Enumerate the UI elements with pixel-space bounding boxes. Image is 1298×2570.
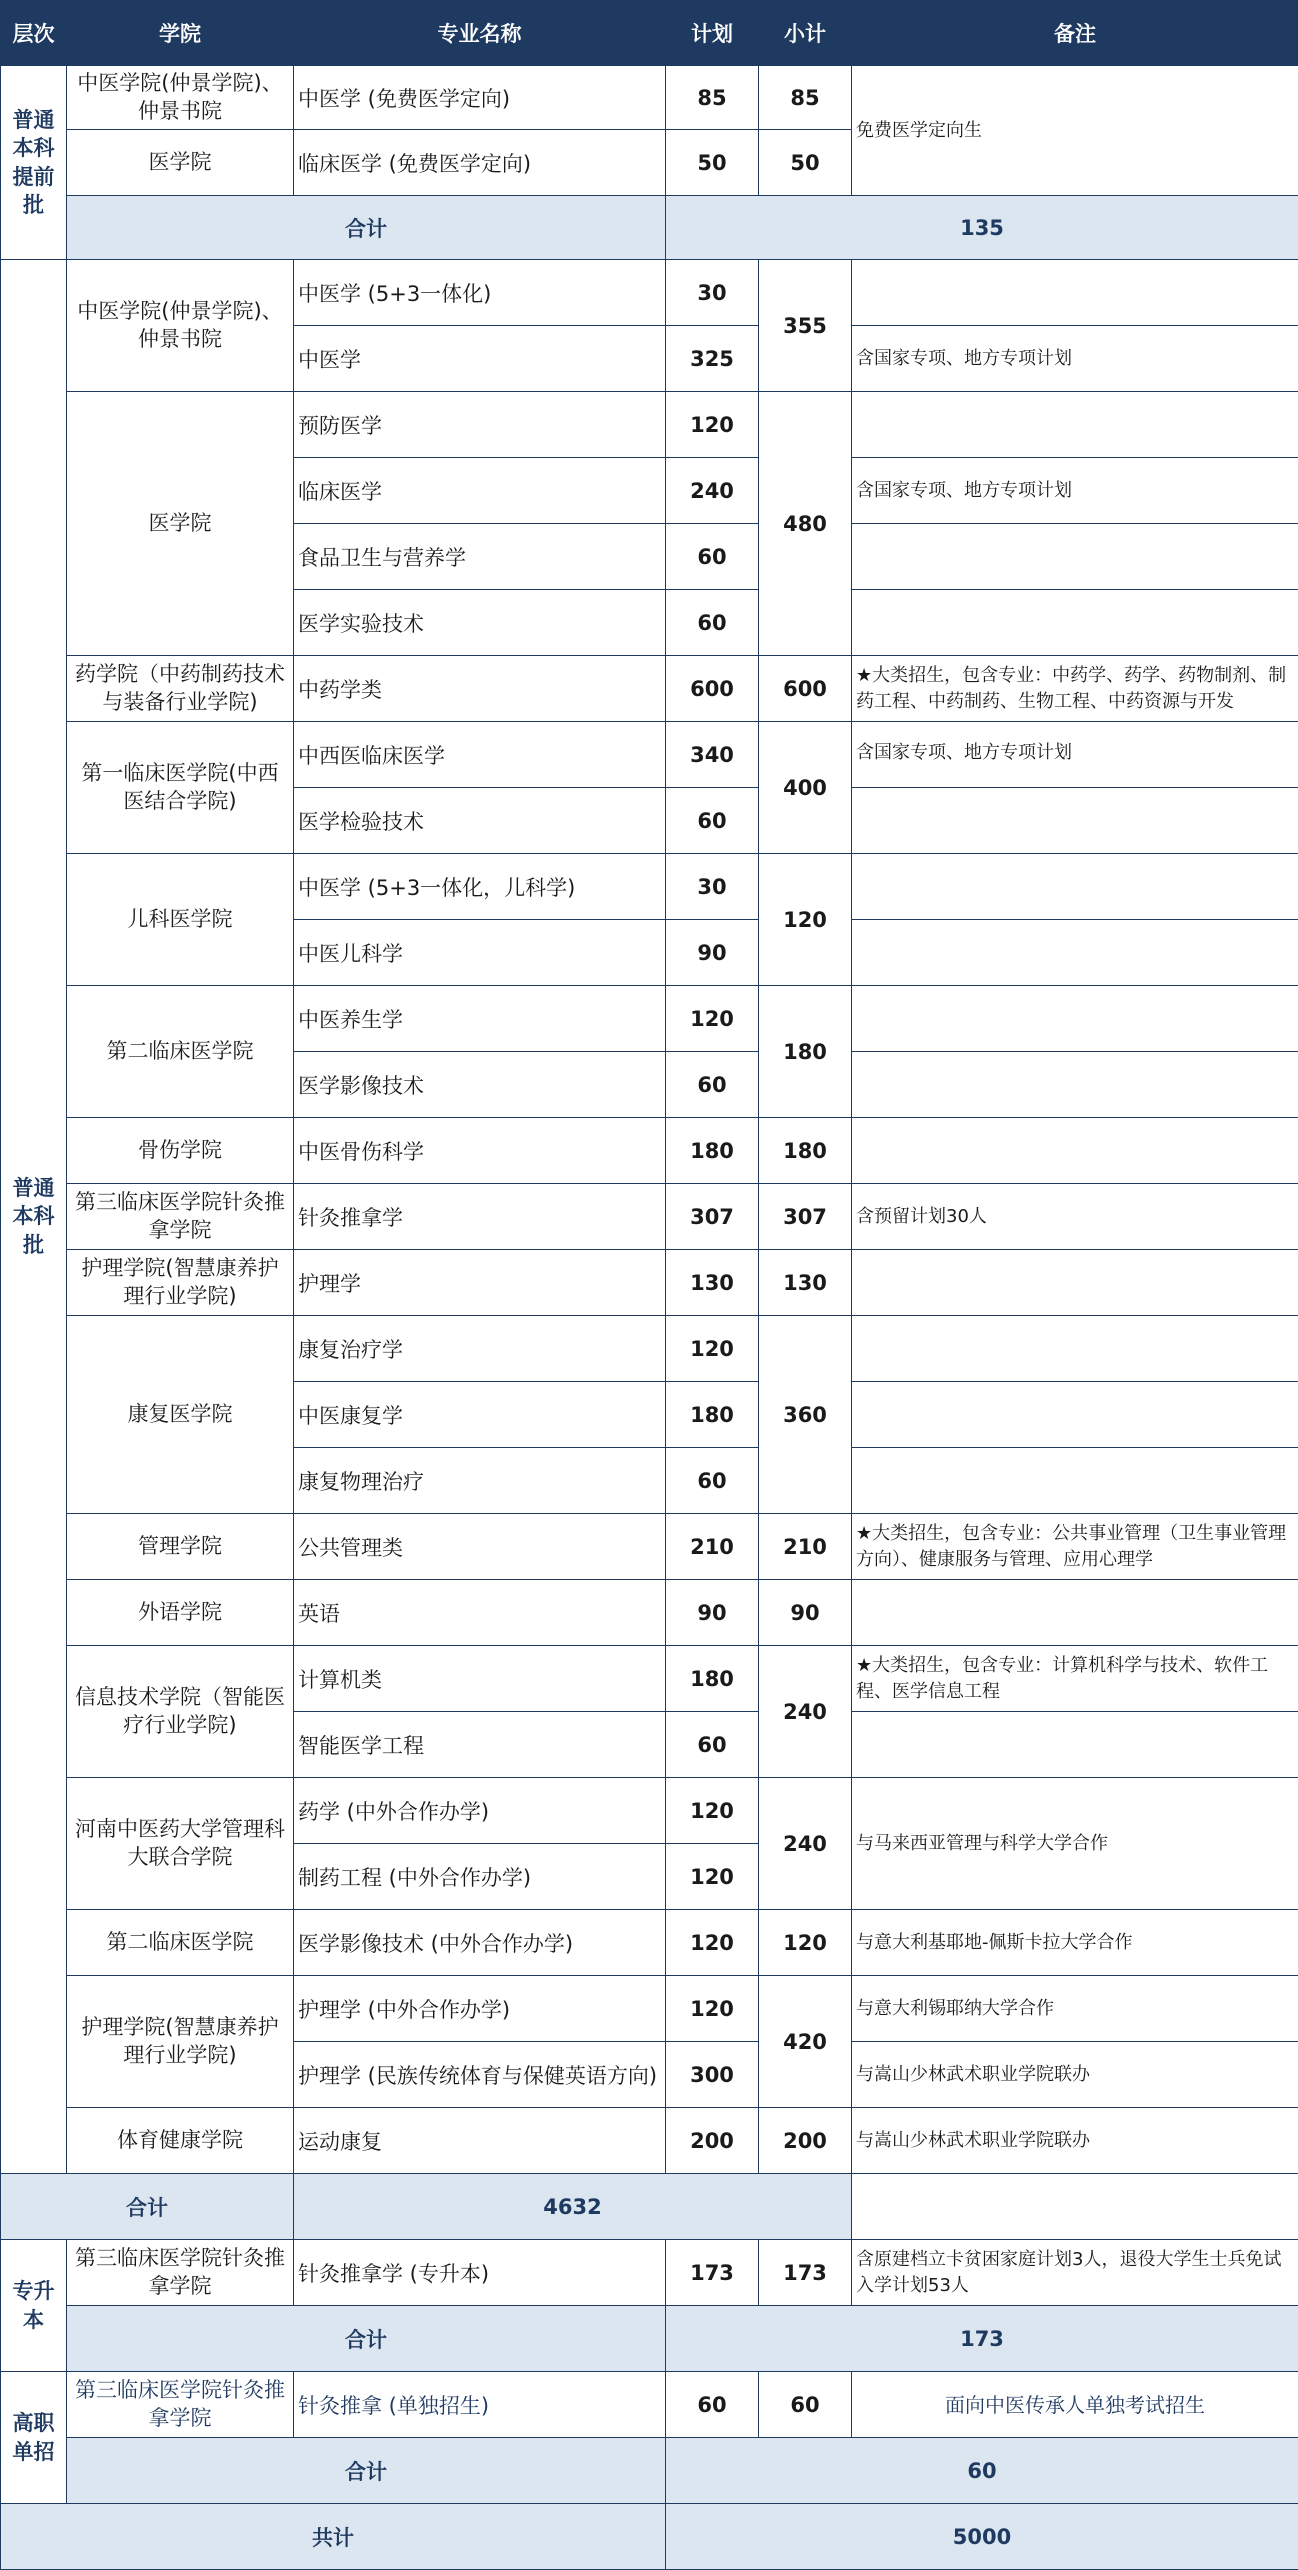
note-cell <box>852 1250 1298 1316</box>
table-row <box>1 392 1298 458</box>
subtotal-cell: 400 <box>759 722 852 854</box>
subtotal-cell: 180 <box>759 1118 852 1184</box>
major-cell: 运动康复 <box>294 2108 666 2174</box>
plan-cell: 60 <box>666 1712 759 1778</box>
plan-cell: 60 <box>666 2372 759 2438</box>
college-cell: 第三临床医学院针灸推拿学院 <box>67 2372 294 2438</box>
college-cell: 中医学院(仲景学院)、仲景书院 <box>67 66 294 130</box>
plan-cell: 30 <box>666 854 759 920</box>
subtotal-cell: 420 <box>759 1976 852 2108</box>
major-cell: 护理学 (中外合作办学) <box>294 1976 666 2042</box>
header-major: 专业名称 <box>294 1 666 66</box>
note-cell <box>852 1052 1298 1118</box>
note-cell <box>852 1118 1298 1184</box>
note-cell: 含原建档立卡贫困家庭计划3人，退役大学生士兵免试入学计划53人 <box>852 2240 1298 2306</box>
subtotal-cell: 200 <box>759 2108 852 2174</box>
level-cell: 普通本科批 <box>1 260 67 2174</box>
total-value: 4632 <box>294 2174 852 2240</box>
plan-cell: 307 <box>666 1184 759 1250</box>
total-row <box>1 2174 1298 2240</box>
plan-cell: 120 <box>666 1844 759 1910</box>
major-cell: 英语 <box>294 1580 666 1646</box>
plan-cell: 200 <box>666 2108 759 2174</box>
major-cell: 公共管理类 <box>294 1514 666 1580</box>
note-cell <box>852 1580 1298 1646</box>
table-row <box>1 1910 1298 1976</box>
major-cell: 临床医学 <box>294 458 666 524</box>
major-cell: 医学影像技术 (中外合作办学) <box>294 1910 666 1976</box>
subtotal-cell: 307 <box>759 1184 852 1250</box>
major-cell: 药学 (中外合作办学) <box>294 1778 666 1844</box>
plan-cell: 120 <box>666 986 759 1052</box>
note-cell <box>852 1382 1298 1448</box>
table-row <box>1 1646 1298 1712</box>
major-cell: 中医学 <box>294 326 666 392</box>
college-cell: 第二临床医学院 <box>67 1910 294 1976</box>
header-note: 备注 <box>852 1 1298 66</box>
major-cell: 针灸推拿学 <box>294 1184 666 1250</box>
college-cell: 第三临床医学院针灸推拿学院 <box>67 1184 294 1250</box>
college-cell: 护理学院(智慧康养护理行业学院) <box>67 1976 294 2108</box>
plan-cell: 60 <box>666 524 759 590</box>
plan-cell: 120 <box>666 1976 759 2042</box>
note-cell: 与意大利锡耶纳大学合作 <box>852 1976 1298 2042</box>
note-cell: 含国家专项、地方专项计划 <box>852 722 1298 788</box>
table-row <box>1 722 1298 788</box>
note-cell: ★大类招生，包含专业：中药学、药学、药物制剂、制药工程、中药制药、生物工程、中药资源与开发 <box>852 656 1298 722</box>
note-cell: 与意大利基耶地-佩斯卡拉大学合作 <box>852 1910 1298 1976</box>
header-row <box>1 1 1298 66</box>
note-cell: 含国家专项、地方专项计划 <box>852 326 1298 392</box>
college-cell: 护理学院(智慧康养护理行业学院) <box>67 1250 294 1316</box>
major-cell: 制药工程 (中外合作办学) <box>294 1844 666 1910</box>
table-row <box>1 1250 1298 1316</box>
table-row <box>1 1118 1298 1184</box>
note-cell <box>852 260 1298 326</box>
note-cell <box>852 392 1298 458</box>
subtotal-cell: 360 <box>759 1316 852 1514</box>
grand-total-value: 5000 <box>666 2504 1298 2570</box>
subtotal-cell: 210 <box>759 1514 852 1580</box>
table-row <box>1 1316 1298 1382</box>
major-cell: 中医学 (5+3一体化，儿科学) <box>294 854 666 920</box>
subtotal-cell: 60 <box>759 2372 852 2438</box>
college-cell: 管理学院 <box>67 1514 294 1580</box>
major-cell: 临床医学 (免费医学定向) <box>294 130 666 196</box>
plan-cell: 120 <box>666 1910 759 1976</box>
note-cell <box>852 986 1298 1052</box>
note-cell <box>852 788 1298 854</box>
table-row <box>1 1580 1298 1646</box>
major-cell: 针灸推拿学 (专升本) <box>294 2240 666 2306</box>
total-row <box>1 196 1298 260</box>
plan-cell: 180 <box>666 1118 759 1184</box>
major-cell: 中医学 (免费医学定向) <box>294 66 666 130</box>
major-cell: 护理学 <box>294 1250 666 1316</box>
level-cell: 普通本科提前批 <box>1 66 67 260</box>
table-row <box>1 1976 1298 2042</box>
plan-cell: 325 <box>666 326 759 392</box>
subtotal-cell: 355 <box>759 260 852 392</box>
college-cell: 第三临床医学院针灸推拿学院 <box>67 2240 294 2306</box>
major-cell: 康复治疗学 <box>294 1316 666 1382</box>
header-plan: 计划 <box>666 1 759 66</box>
major-cell: 中医康复学 <box>294 1382 666 1448</box>
plan-cell: 120 <box>666 1778 759 1844</box>
subtotal-cell: 50 <box>759 130 852 196</box>
major-cell: 中医儿科学 <box>294 920 666 986</box>
total-label: 合计 <box>67 196 666 260</box>
plan-cell: 60 <box>666 590 759 656</box>
grand-total-row <box>1 2504 1298 2570</box>
plan-cell: 85 <box>666 66 759 130</box>
note-cell <box>852 524 1298 590</box>
college-cell: 体育健康学院 <box>67 2108 294 2174</box>
total-value: 173 <box>666 2306 1298 2372</box>
note-cell: 含预留计划30人 <box>852 1184 1298 1250</box>
subtotal-cell: 85 <box>759 66 852 130</box>
table-row <box>1 2240 1298 2306</box>
note-cell <box>852 920 1298 986</box>
table-row <box>1 854 1298 920</box>
college-cell: 河南中医药大学管理科大联合学院 <box>67 1778 294 1910</box>
major-cell: 中药学类 <box>294 656 666 722</box>
plan-cell: 30 <box>666 260 759 326</box>
plan-cell: 340 <box>666 722 759 788</box>
total-value: 135 <box>666 196 1298 260</box>
subtotal-cell: 90 <box>759 1580 852 1646</box>
major-cell: 中医养生学 <box>294 986 666 1052</box>
table-row <box>1 2108 1298 2174</box>
college-cell: 康复医学院 <box>67 1316 294 1514</box>
plan-cell: 180 <box>666 1382 759 1448</box>
plan-cell: 300 <box>666 2042 759 2108</box>
major-cell: 医学实验技术 <box>294 590 666 656</box>
plan-cell: 120 <box>666 392 759 458</box>
major-cell: 中医骨伤科学 <box>294 1118 666 1184</box>
college-cell: 信息技术学院（智能医疗行业学院) <box>67 1646 294 1778</box>
note-cell: ★大类招生，包含专业：计算机科学与技术、软件工程、医学信息工程 <box>852 1646 1298 1712</box>
note-cell <box>852 1448 1298 1514</box>
plan-cell: 60 <box>666 788 759 854</box>
plan-cell: 173 <box>666 2240 759 2306</box>
subtotal-cell: 120 <box>759 1910 852 1976</box>
table-row <box>1 66 1298 130</box>
note-cell: 与马来西亚管理与科学大学合作 <box>852 1778 1298 1910</box>
total-value: 60 <box>666 2438 1298 2504</box>
plan-cell: 90 <box>666 920 759 986</box>
total-label: 合计 <box>67 2438 666 2504</box>
college-cell: 药学院（中药制药技术与装备行业学院) <box>67 656 294 722</box>
total-label: 合计 <box>1 2174 294 2240</box>
subtotal-cell: 240 <box>759 1778 852 1910</box>
level-cell: 专升本 <box>1 2240 67 2372</box>
header-college: 学院 <box>67 1 294 66</box>
subtotal-cell: 130 <box>759 1250 852 1316</box>
header-level: 层次 <box>1 1 67 66</box>
plan-cell: 50 <box>666 130 759 196</box>
college-cell: 中医学院(仲景学院)、仲景书院 <box>67 260 294 392</box>
plan-cell: 240 <box>666 458 759 524</box>
subtotal-cell: 180 <box>759 986 852 1118</box>
plan-cell: 210 <box>666 1514 759 1580</box>
major-cell: 医学影像技术 <box>294 1052 666 1118</box>
major-cell: 预防医学 <box>294 392 666 458</box>
college-cell: 第二临床医学院 <box>67 986 294 1118</box>
plan-cell: 60 <box>666 1052 759 1118</box>
college-cell: 外语学院 <box>67 1580 294 1646</box>
note-cell <box>852 1316 1298 1382</box>
note-cell: 与嵩山少林武术职业学院联办 <box>852 2108 1298 2174</box>
level-cell: 高职单招 <box>1 2372 67 2504</box>
note-cell: 免费医学定向生 <box>852 66 1298 196</box>
total-label: 合计 <box>67 2306 666 2372</box>
total-row <box>1 2306 1298 2372</box>
table-row <box>1 1514 1298 1580</box>
note-cell: 含国家专项、地方专项计划 <box>852 458 1298 524</box>
major-cell: 计算机类 <box>294 1646 666 1712</box>
major-cell: 智能医学工程 <box>294 1712 666 1778</box>
note-cell: 与嵩山少林武术职业学院联办 <box>852 2042 1298 2108</box>
major-cell: 中医学 (5+3一体化) <box>294 260 666 326</box>
subtotal-cell: 600 <box>759 656 852 722</box>
college-cell: 医学院 <box>67 130 294 196</box>
table-row <box>1 260 1298 326</box>
major-cell: 康复物理治疗 <box>294 1448 666 1514</box>
college-cell: 儿科医学院 <box>67 854 294 986</box>
subtotal-cell: 240 <box>759 1646 852 1778</box>
table-row <box>1 656 1298 722</box>
note-cell: 面向中医传承人单独考试招生 <box>852 2372 1298 2438</box>
table-row <box>1 1778 1298 1844</box>
table-row <box>1 2372 1298 2438</box>
plan-cell: 90 <box>666 1580 759 1646</box>
plan-cell: 120 <box>666 1316 759 1382</box>
total-row <box>1 2438 1298 2504</box>
major-cell: 医学检验技术 <box>294 788 666 854</box>
subtotal-cell: 480 <box>759 392 852 656</box>
note-cell <box>852 854 1298 920</box>
plan-cell: 180 <box>666 1646 759 1712</box>
college-cell: 第一临床医学院(中西医结合学院) <box>67 722 294 854</box>
table-row <box>1 986 1298 1052</box>
college-cell: 骨伤学院 <box>67 1118 294 1184</box>
plan-cell: 60 <box>666 1448 759 1514</box>
note-cell: ★大类招生，包含专业：公共事业管理（卫生事业管理方向）、健康服务与管理、应用心理学 <box>852 1514 1298 1580</box>
college-cell: 医学院 <box>67 392 294 656</box>
plan-cell: 600 <box>666 656 759 722</box>
major-cell: 中西医临床医学 <box>294 722 666 788</box>
subtotal-cell: 120 <box>759 854 852 986</box>
grand-total-label: 共计 <box>1 2504 666 2570</box>
note-cell <box>852 1712 1298 1778</box>
header-subtotal: 小计 <box>759 1 852 66</box>
table-row <box>1 1184 1298 1250</box>
major-cell: 针灸推拿 (单独招生) <box>294 2372 666 2438</box>
note-cell <box>852 590 1298 656</box>
major-cell: 食品卫生与营养学 <box>294 524 666 590</box>
plan-cell: 130 <box>666 1250 759 1316</box>
major-cell: 护理学 (民族传统体育与保健英语方向) <box>294 2042 666 2108</box>
subtotal-cell: 173 <box>759 2240 852 2306</box>
